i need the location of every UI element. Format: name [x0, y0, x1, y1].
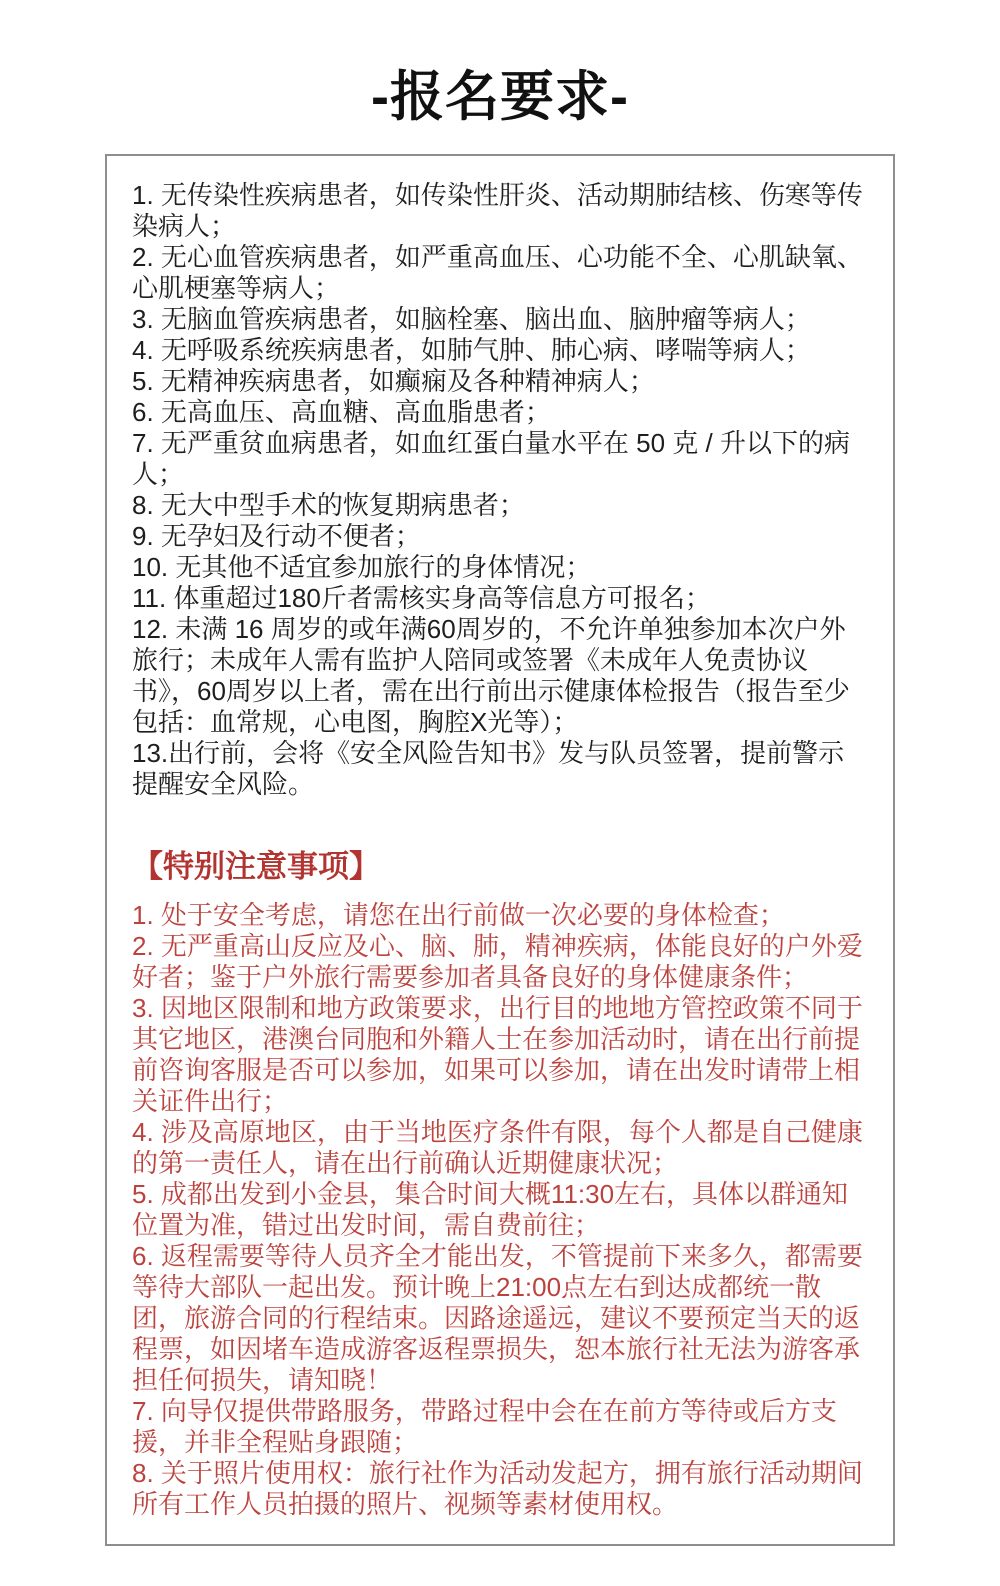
requirement-item: 13.出行前，会将《安全风险告知书》发与队员签署，提前警示提醒安全风险。: [132, 738, 845, 799]
notice-item: 6. 返程需要等待人员齐全才能出发，不管提前下来多久，都需要等待大部队一起出发。预计晚上21:00点左右到达成都统一散团，旅游合同的行程结束。因路途遥远，建议不要预定当天的返程票，如因堵车造成游客返程票损失，恕本旅行社无法为游客承担任何损失，请知晓！: [132, 1241, 863, 1395]
requirement-item: 4. 无呼吸系统疾病患者，如肺气肿、肺心病、哮喘等病人；: [132, 335, 811, 365]
requirement-item: 9. 无孕妇及行动不便者；: [132, 521, 421, 551]
notice-item: 3. 因地区限制和地方政策要求，出行目的地地方管控政策不同于其它地区，港澳台同胞和外籍人士在参加活动时，请在出行前提前咨询客服是否可以参加，如果可以参加，请在出发时请带上相关证件出行；: [132, 993, 863, 1116]
notice-item: 4. 涉及高原地区，由于当地医疗条件有限，每个人都是自己健康的第一责任人，请在出行前确认近期健康状况；: [132, 1117, 863, 1178]
requirement-item: 8. 无大中型手术的恢复期病患者；: [132, 490, 525, 520]
notice-item: 5. 成都出发到小金县，集合时间大概11:30左右，具体以群通知位置为准，错过出发时间，需自费前往；: [132, 1179, 849, 1240]
requirements-box: [105, 154, 895, 1546]
notice-item: 8. 关于照片使用权：旅行社作为活动发起方，拥有旅行活动期间所有工作人员拍摄的照片、视频等素材使用权。: [132, 1458, 863, 1519]
requirement-item: 2. 无心血管疾病患者，如严重高血压、心功能不全、心肌缺氧、心肌梗塞等病人；: [132, 242, 863, 303]
requirement-item: 7. 无严重贫血病患者，如血红蛋白量水平在 50 克 / 升以下的病人；: [132, 428, 850, 489]
requirement-item: 5. 无精神疾病患者，如癫痫及各种精神病人；: [132, 366, 655, 396]
special-notes-list: [132, 900, 869, 1520]
notice-item: 2. 无严重高山反应及心、脑、肺，精神疾病，体能良好的户外爱好者；鉴于户外旅行需要参加者具备良好的身体健康条件；: [132, 931, 863, 992]
page-title: -报名要求-: [371, 67, 629, 127]
requirement-item: 10. 无其他不适宜参加旅行的身体情况；: [132, 552, 592, 582]
requirement-item: 11. 体重超过180斤者需核实身高等信息方可报名；: [132, 583, 711, 613]
requirement-item: 3. 无脑血管疾病患者，如脑栓塞、脑出血、脑肿瘤等病人；: [132, 304, 811, 334]
notice-item: 1. 处于安全考虑，请您在出行前做一次必要的身体检查；: [132, 900, 785, 930]
requirement-item: 1. 无传染性疾病患者，如传染性肝炎、活动期肺结核、伤寒等传染病人；: [132, 180, 863, 241]
requirements-list: [132, 180, 869, 800]
requirement-item: 12. 未满 16 周岁的或年满60周岁的，不允许单独参加本次户外旅行；未成年人需有监护人陪同或签署《未成年人免责协议书》，60周岁以上者，需在出行前出示健康体检报告（报告至少包括：血常规，心电图，胸腔X光等）；: [132, 614, 850, 737]
requirement-item: 6. 无高血压、高血糖、高血脂患者；: [132, 397, 551, 427]
special-notes-heading: 【特别注意事项】: [132, 849, 380, 884]
notice-item: 7. 向导仅提供带路服务，带路过程中会在在前方等待或后方支援，并非全程贴身跟随；: [132, 1396, 837, 1457]
